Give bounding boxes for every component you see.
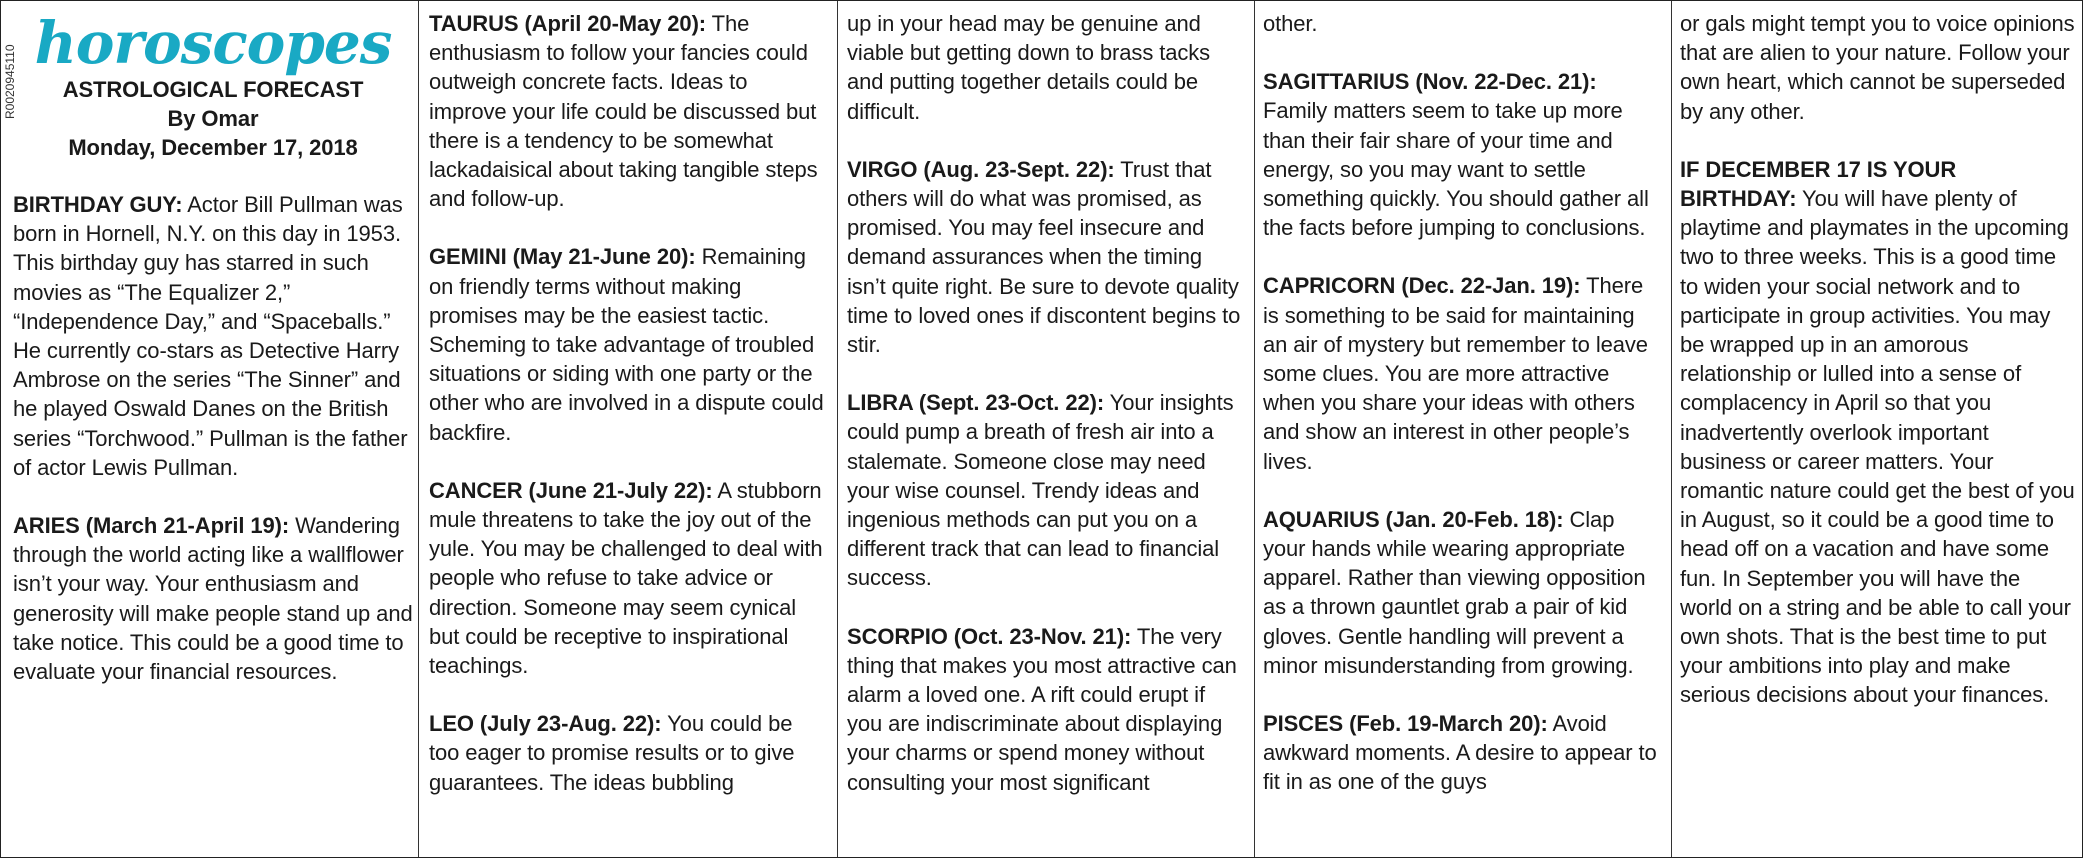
brand-title: horoscopes xyxy=(34,9,392,77)
reference-code: R0020945110 xyxy=(3,44,17,119)
entry-heading: LEO (July 23-Aug. 22): xyxy=(429,711,662,737)
column-3 xyxy=(847,9,1245,857)
entry-text: Clap your hands while wearing appropriate apparel. Rather than viewing opposition as a thrown gauntlet grab a pair of kid gloves. Gentle handling will prevent a minor misunderstanding from growing. xyxy=(1263,506,1646,678)
birthday-forecast-entry xyxy=(1680,155,2078,710)
cancer-entry xyxy=(429,476,827,680)
entry-text: A stubborn mule threatens to take the joy out of the yule. You may be challenged to deal with people who refuse to take advice or direction. Someone may seem cynical but could be receptive to inspirational teachings. xyxy=(429,477,823,679)
entry-heading: PISCES (Feb. 19-March 20): xyxy=(1263,711,1548,737)
entry-heading: SAGITTARIUS (Nov. 22-Dec. 21): xyxy=(1263,69,1597,95)
entry-text: Your insights could pump a breath of fresh air into a stalemate. Someone close may need your wise counsel. Trendy ideas and ingenious methods can put you on a different track that can lead to financial success. xyxy=(847,390,1234,591)
entry-heading: LIBRA (Sept. 23-Oct. 22): xyxy=(847,390,1105,416)
entry-text: Family matters seem to take up more than their fair share of your time and energy, so you may want to settle something quickly. You should gather all the facts before jumping to conclusions. xyxy=(1263,98,1649,241)
pisces-entry xyxy=(1263,709,1661,797)
entry-text: The very thing that makes you most attractive can alarm a loved one. A rift could erupt if you are indiscriminate about displaying your charms or spend money without consulting your most significant xyxy=(847,623,1237,795)
column-rule xyxy=(418,1,419,857)
masthead xyxy=(13,9,413,162)
column-4 xyxy=(1263,9,1661,857)
capricorn-entry xyxy=(1263,271,1661,475)
taurus-entry xyxy=(429,9,827,213)
entry-heading: ARIES (March 21-April 19): xyxy=(13,513,290,539)
entry-heading: GEMINI (May 21-June 20): xyxy=(429,244,696,270)
entry-text: You could be too eager to promise results or to give guarantees. The ideas bubbling xyxy=(429,711,795,795)
aquarius-entry xyxy=(1263,505,1661,680)
leo-entry-continued xyxy=(847,9,1245,126)
gemini-entry xyxy=(429,242,827,446)
column-rule xyxy=(837,1,838,857)
entry-heading: VIRGO (Aug. 23-Sept. 22): xyxy=(847,156,1115,182)
issue-date: Monday, December 17, 2018 xyxy=(68,135,358,160)
birthday-guy-entry xyxy=(13,190,413,482)
sagittarius-entry xyxy=(1263,67,1661,242)
entry-heading: IF DECEMBER 17 IS YOUR BIRTHDAY: xyxy=(1680,156,1957,212)
forecast-title: ASTROLOGICAL FORECAST xyxy=(62,77,364,102)
scorpio-entry-continued xyxy=(1263,9,1661,38)
entry-text: You will have plenty of playtime and playmates in the upcoming two to three weeks. This is a good time to widen your social network and to participate in group activities. You may be wrapped up in an amorous relationship or lulled into a sense of complacency in April so that you inadvertently overlook important business or career matters. Your romantic nature could get the best of you in August, so it could be a good time to head off on a vacation and have some fun. In September you will have the world on a string and be able to call your own shots. That is the best time to put your ambitions into play and make serious decisions about your finances. xyxy=(1680,186,2075,708)
column-rule xyxy=(1254,1,1255,857)
entry-text: other. xyxy=(1263,11,1318,36)
entry-text: There is something to be said for maintaining an air of mystery but remember to leave some clues. You are more attractive when you share your ideas with others and show an interest in other people’s lives. xyxy=(1263,273,1648,474)
column-2 xyxy=(429,9,827,857)
entry-heading: AQUARIUS (Jan. 20-Feb. 18): xyxy=(1263,506,1564,532)
entry-text: Avoid awkward moments. A desire to appear to fit in as one of the guys xyxy=(1263,711,1657,795)
virgo-entry xyxy=(847,155,1245,359)
entry-heading: SCORPIO (Oct. 23-Nov. 21): xyxy=(847,623,1132,649)
entry-text: Remaining on friendly terms without making promises may be the easiest tactic. Scheming to take advantage of troubled situations or siding with one party or the other who are involved in a dispute could backfire. xyxy=(429,244,824,445)
column-1 xyxy=(13,9,413,857)
aries-entry xyxy=(13,511,413,686)
column-rule xyxy=(1671,1,1672,857)
entry-text: The enthusiasm to follow your fancies could outweigh concrete facts. Ideas to improve your life could be discussed but there is a tendency to be somewhat lackadaisical about taking tangible steps and follow-up. xyxy=(429,11,818,212)
entry-heading: CANCER (June 21-July 22): xyxy=(429,477,713,503)
column-5 xyxy=(1680,9,2078,857)
entry-heading: BIRTHDAY GUY: xyxy=(13,192,183,217)
scorpio-entry xyxy=(847,622,1245,797)
entry-text: Trust that others will do what was promised, as promised. You may feel insecure and demand assurances when the timing isn’t quite right. Be sure to devote quality time to loved ones if discontent begins to stir. xyxy=(847,156,1241,358)
entry-heading: CAPRICORN (Dec. 22-Jan. 19): xyxy=(1263,273,1581,299)
leo-entry xyxy=(429,709,827,797)
entry-text: up in your head may be genuine and viable but getting down to brass tacks and putting together details could be difficult. xyxy=(847,11,1211,124)
entry-text: Wandering through the world acting like a wallflower isn’t your way. Your enthusiasm and generosity will make people stand up and take notice. This could be a good time to evaluate your financial resources. xyxy=(13,513,413,685)
entry-text: or gals might tempt you to voice opinions that are alien to your nature. Follow your own heart, which cannot be superseded by any other. xyxy=(1680,11,2075,124)
pisces-entry-continued xyxy=(1680,9,2078,126)
entry-text: Actor Bill Pullman was born in Hornell, N.Y. on this day in 1953. This birthday guy has starred in such movies as “The Equalizer 2,” “Independence Day,” and “Spaceballs.” He currently co-stars as Detective Harry Ambrose on the series “The Sinner” and he played Oswald Danes on the British series “Torchwood.” Pullman is the father of actor Lewis Pullman. xyxy=(13,192,408,480)
libra-entry xyxy=(847,388,1245,592)
byline: By Omar xyxy=(167,106,259,131)
entry-heading: TAURUS (April 20-May 20): xyxy=(429,11,707,36)
